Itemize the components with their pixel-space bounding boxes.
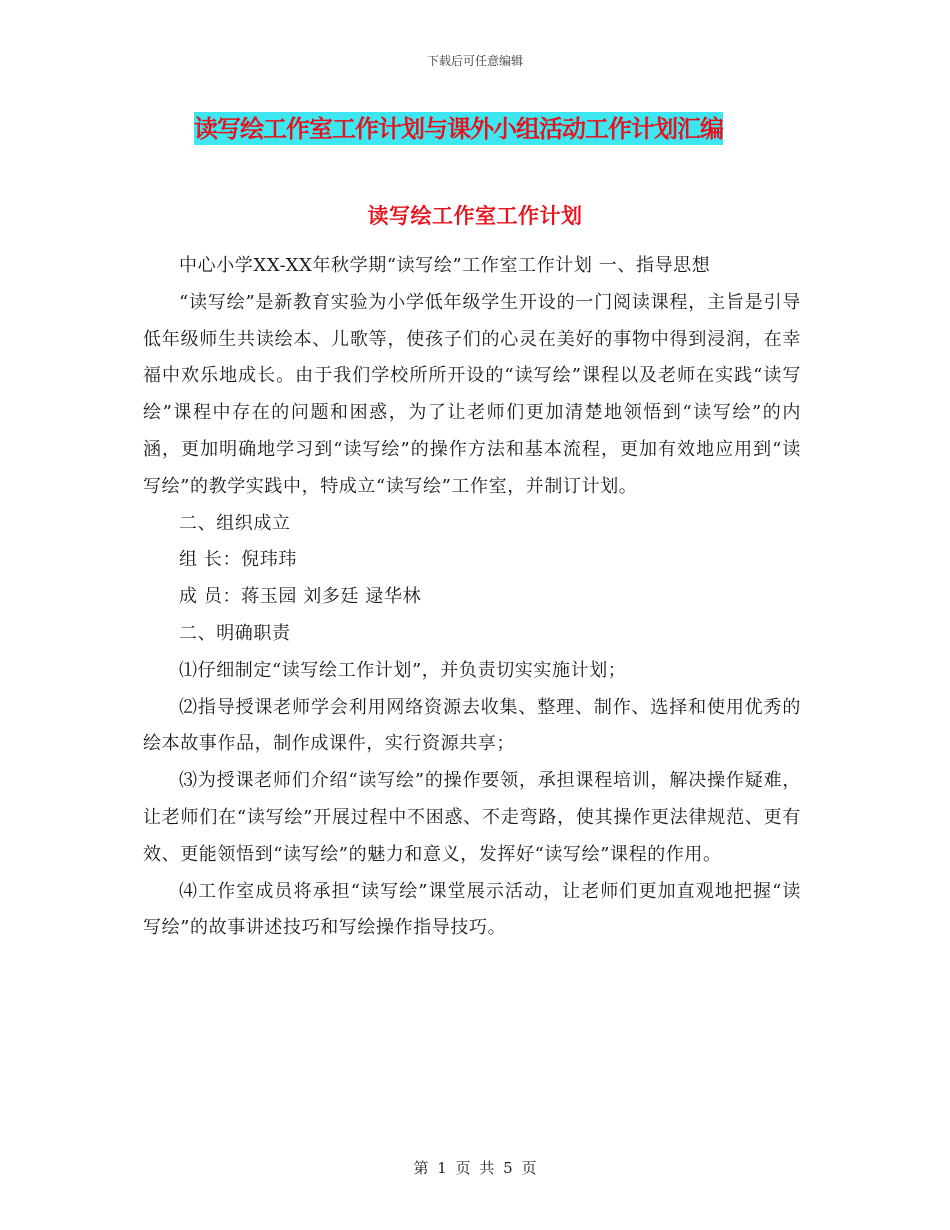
document-main-title bbox=[194, 112, 802, 146]
heading-organization: 二、组织成立 bbox=[179, 512, 291, 534]
responsibility-item-4: ⑷工作室成员将承担“读写绘”课堂展示活动，让老师们更加直观地把握“读写绘”的故事讲述技巧和写绘操作指导技巧。 bbox=[143, 880, 801, 939]
responsibility-item-2: ⑵指导授课老师学会利用网络资源去收集、整理、制作、选择和使用优秀的绘本故事作品，制作成课件，实行资源共享； bbox=[143, 696, 801, 755]
page-header-note: 下载后可任意编辑 bbox=[426, 54, 523, 68]
paragraph-team-members: 成 员：蒋玉园 刘多廷 逯华林 bbox=[179, 586, 422, 608]
paragraph-guiding-thought: “读写绘”是新教育实验为小学低年级学生开设的一门阅读课程，主旨是引导低年级师生共读绘本、儿歌等，使孩子们的心灵在美好的事物中得到浸润，在幸福中欢乐地成长。由于我们学校所所开设的“读写绘”课程以及老师在实践“读写绘”课程中存在的问题和困惑，为了让老师们更加清楚地领悟到“读写绘”的内涵，更加明确地学习到“读写绘”的操作方法和基本流程，更加有效地应用到“读写绘”的教学实践中，特成立“读写绘”工作室，并制订计划。 bbox=[143, 291, 801, 497]
paragraph-intro: 中心小学XX-XX年秋学期“读写绘”工作室工作计划 一、指导思想 bbox=[179, 255, 711, 276]
responsibility-item-1: ⑴仔细制定“读写绘工作计划”，并负责切实实施计划； bbox=[179, 659, 627, 681]
main-title-text: 读写绘工作室工作计划与课外小组活动工作计划汇编 bbox=[194, 114, 723, 143]
section-title: 读写绘工作室工作计划 bbox=[367, 203, 583, 228]
page-footer-number: 第 1 页 共 5 页 bbox=[413, 1159, 537, 1177]
responsibility-item-3: ⑶为授课老师们介绍“读写绘”的操作要领，承担课程培训，解决操作疑难，让老师们在“读写绘”开展过程中不困惑、不走弯路，使其操作更法律规范、更有效、更能领悟到“读写绘”的魅力和意义，发挥好“读写绘”课程的作用。 bbox=[143, 770, 801, 865]
paragraph-team-leader: 组 长：倪玮玮 bbox=[179, 549, 297, 571]
document-body bbox=[143, 248, 801, 947]
heading-responsibilities: 二、明确职责 bbox=[179, 622, 291, 644]
